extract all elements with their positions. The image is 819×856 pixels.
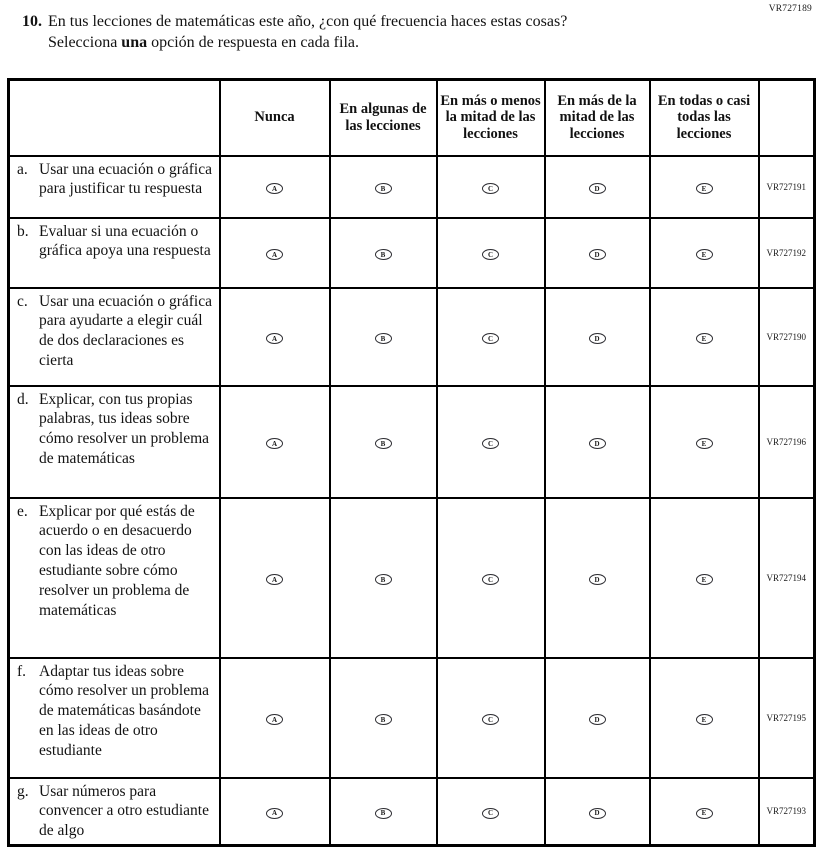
- header-blank-code: [759, 80, 815, 156]
- row-vr-code: VR727191: [759, 156, 815, 218]
- option-bubble-c[interactable]: C: [482, 438, 499, 449]
- option-bubble-c[interactable]: C: [482, 714, 499, 725]
- row-label: Usar una ecuación o gráfica para justificar tu respuesta: [39, 160, 212, 198]
- option-bubble-b[interactable]: B: [375, 714, 392, 725]
- row-label: Explicar, con tus propias palabras, tus ideas sobre cómo resolver un problema de matemáticas: [39, 390, 210, 467]
- option-bubble-b[interactable]: B: [375, 574, 392, 585]
- answer-cell: [650, 386, 759, 498]
- answer-cell: [545, 658, 650, 778]
- row-label-cell: [9, 658, 220, 778]
- option-bubble-a[interactable]: A: [266, 438, 283, 449]
- answer-cell: [220, 658, 330, 778]
- header-row: [9, 80, 815, 156]
- row-vr-code: VR727190: [759, 288, 815, 386]
- row-vr-code: VR727193: [759, 778, 815, 846]
- header-mas-de-la-mitad: En más de la mitad de las lecciones: [545, 80, 650, 156]
- option-bubble-b[interactable]: B: [375, 808, 392, 819]
- answer-cell: [545, 386, 650, 498]
- answer-cell: [650, 156, 759, 218]
- row-label: Usar números para convencer a otro estudiante de algo: [39, 782, 209, 840]
- option-bubble-d[interactable]: D: [589, 574, 606, 585]
- answer-cell: [437, 218, 545, 288]
- option-bubble-e[interactable]: E: [696, 333, 713, 344]
- option-bubble-d[interactable]: D: [589, 333, 606, 344]
- option-bubble-c[interactable]: C: [482, 183, 499, 194]
- answer-cell: [330, 386, 437, 498]
- row-letter: c.: [17, 292, 28, 310]
- option-bubble-e[interactable]: E: [696, 574, 713, 585]
- option-bubble-d[interactable]: D: [589, 249, 606, 260]
- option-bubble-e[interactable]: E: [696, 249, 713, 260]
- row-label: Evaluar si una ecuación o gráfica apoya una respuesta: [39, 222, 211, 260]
- answer-cell: [330, 658, 437, 778]
- option-bubble-e[interactable]: E: [696, 183, 713, 194]
- header-mas-o-menos: En más o menos la mitad de las lecciones: [437, 80, 545, 156]
- option-bubble-e[interactable]: E: [696, 438, 713, 449]
- row-letter: f.: [17, 662, 27, 680]
- page-vr-code: VR727189: [768, 4, 812, 14]
- frequency-table: [7, 78, 816, 847]
- answer-cell: [650, 498, 759, 658]
- answer-cell: [545, 498, 650, 658]
- option-bubble-a[interactable]: A: [266, 714, 283, 725]
- answer-cell: [330, 156, 437, 218]
- row-letter: g.: [17, 782, 29, 800]
- question-prompt: En tus lecciones de matemáticas este año, ¿con qué frecuencia haces estas cosas?: [48, 13, 568, 30]
- header-blank-label: [9, 80, 220, 156]
- option-bubble-a[interactable]: A: [266, 574, 283, 585]
- question-instruction: Selecciona una opción de respuesta en cada fila.: [48, 33, 359, 51]
- option-bubble-a[interactable]: A: [266, 333, 283, 344]
- answer-cell: [545, 218, 650, 288]
- frequency-matrix: [7, 78, 813, 847]
- option-bubble-c[interactable]: C: [482, 808, 499, 819]
- answer-cell: [220, 288, 330, 386]
- row-vr-code: VR727196: [759, 386, 815, 498]
- table-row: [9, 778, 815, 846]
- row-vr-code: VR727192: [759, 218, 815, 288]
- answer-cell: [330, 498, 437, 658]
- option-bubble-d[interactable]: D: [589, 714, 606, 725]
- row-label: Adaptar tus ideas sobre cómo resolver un problema de matemáticas basándote en las ideas de otro estudiante: [39, 662, 210, 759]
- table-row: [9, 218, 815, 288]
- table-row: [9, 498, 815, 658]
- row-label: Explicar por qué estás de acuerdo o en desacuerdo con las ideas de otro estudiante sobre cómo resolver un problema de matemáticas: [39, 502, 195, 619]
- table-row: [9, 288, 815, 386]
- answer-cell: [220, 778, 330, 846]
- option-bubble-b[interactable]: B: [375, 438, 392, 449]
- answer-cell: [437, 498, 545, 658]
- header-todas: En todas o casi todas las lecciones: [650, 80, 759, 156]
- answer-cell: [437, 778, 545, 846]
- table-row: [9, 156, 815, 218]
- header-nunca: Nunca: [220, 80, 330, 156]
- row-label-cell: [9, 386, 220, 498]
- row-label-cell: [9, 156, 220, 218]
- option-bubble-a[interactable]: A: [266, 249, 283, 260]
- answer-cell: [330, 288, 437, 386]
- row-vr-code: VR727194: [759, 498, 815, 658]
- row-letter: a.: [17, 160, 28, 178]
- answer-cell: [220, 156, 330, 218]
- question-number: 10.: [22, 13, 42, 30]
- answer-cell: [437, 386, 545, 498]
- answer-cell: [330, 218, 437, 288]
- row-label-cell: [9, 778, 220, 846]
- answer-cell: [650, 218, 759, 288]
- option-bubble-c[interactable]: C: [482, 333, 499, 344]
- answer-cell: [220, 498, 330, 658]
- answer-cell: [545, 778, 650, 846]
- row-letter: b.: [17, 222, 29, 240]
- option-bubble-d[interactable]: D: [589, 808, 606, 819]
- matrix-body: [9, 156, 815, 846]
- answer-cell: [437, 288, 545, 386]
- row-label: Usar una ecuación o gráfica para ayudarte a elegir cuál de dos declaraciones es cierta: [39, 292, 212, 369]
- table-row: [9, 386, 815, 498]
- option-bubble-e[interactable]: E: [696, 808, 713, 819]
- answer-cell: [437, 658, 545, 778]
- option-bubble-b[interactable]: B: [375, 249, 392, 260]
- question-text: [48, 12, 762, 54]
- option-bubble-a[interactable]: A: [266, 183, 283, 194]
- row-letter: e.: [17, 502, 28, 520]
- row-label-cell: [9, 288, 220, 386]
- header-algunas: En algunas de las lecciones: [330, 80, 437, 156]
- question-block: [22, 12, 762, 54]
- option-bubble-b[interactable]: B: [375, 183, 392, 194]
- row-vr-code: VR727195: [759, 658, 815, 778]
- answer-cell: [650, 658, 759, 778]
- answer-cell: [650, 778, 759, 846]
- answer-cell: [545, 156, 650, 218]
- option-bubble-d[interactable]: D: [589, 183, 606, 194]
- row-label-cell: [9, 218, 220, 288]
- answer-cell: [437, 156, 545, 218]
- answer-cell: [220, 386, 330, 498]
- row-letter: d.: [17, 390, 29, 408]
- row-label-cell: [9, 498, 220, 658]
- option-bubble-a[interactable]: A: [266, 808, 283, 819]
- option-bubble-c[interactable]: C: [482, 249, 499, 260]
- answer-cell: [650, 288, 759, 386]
- table-row: [9, 658, 815, 778]
- answer-cell: [545, 288, 650, 386]
- option-bubble-b[interactable]: B: [375, 333, 392, 344]
- answer-cell: [330, 778, 437, 846]
- option-bubble-e[interactable]: E: [696, 714, 713, 725]
- option-bubble-d[interactable]: D: [589, 438, 606, 449]
- answer-cell: [220, 218, 330, 288]
- option-bubble-c[interactable]: C: [482, 574, 499, 585]
